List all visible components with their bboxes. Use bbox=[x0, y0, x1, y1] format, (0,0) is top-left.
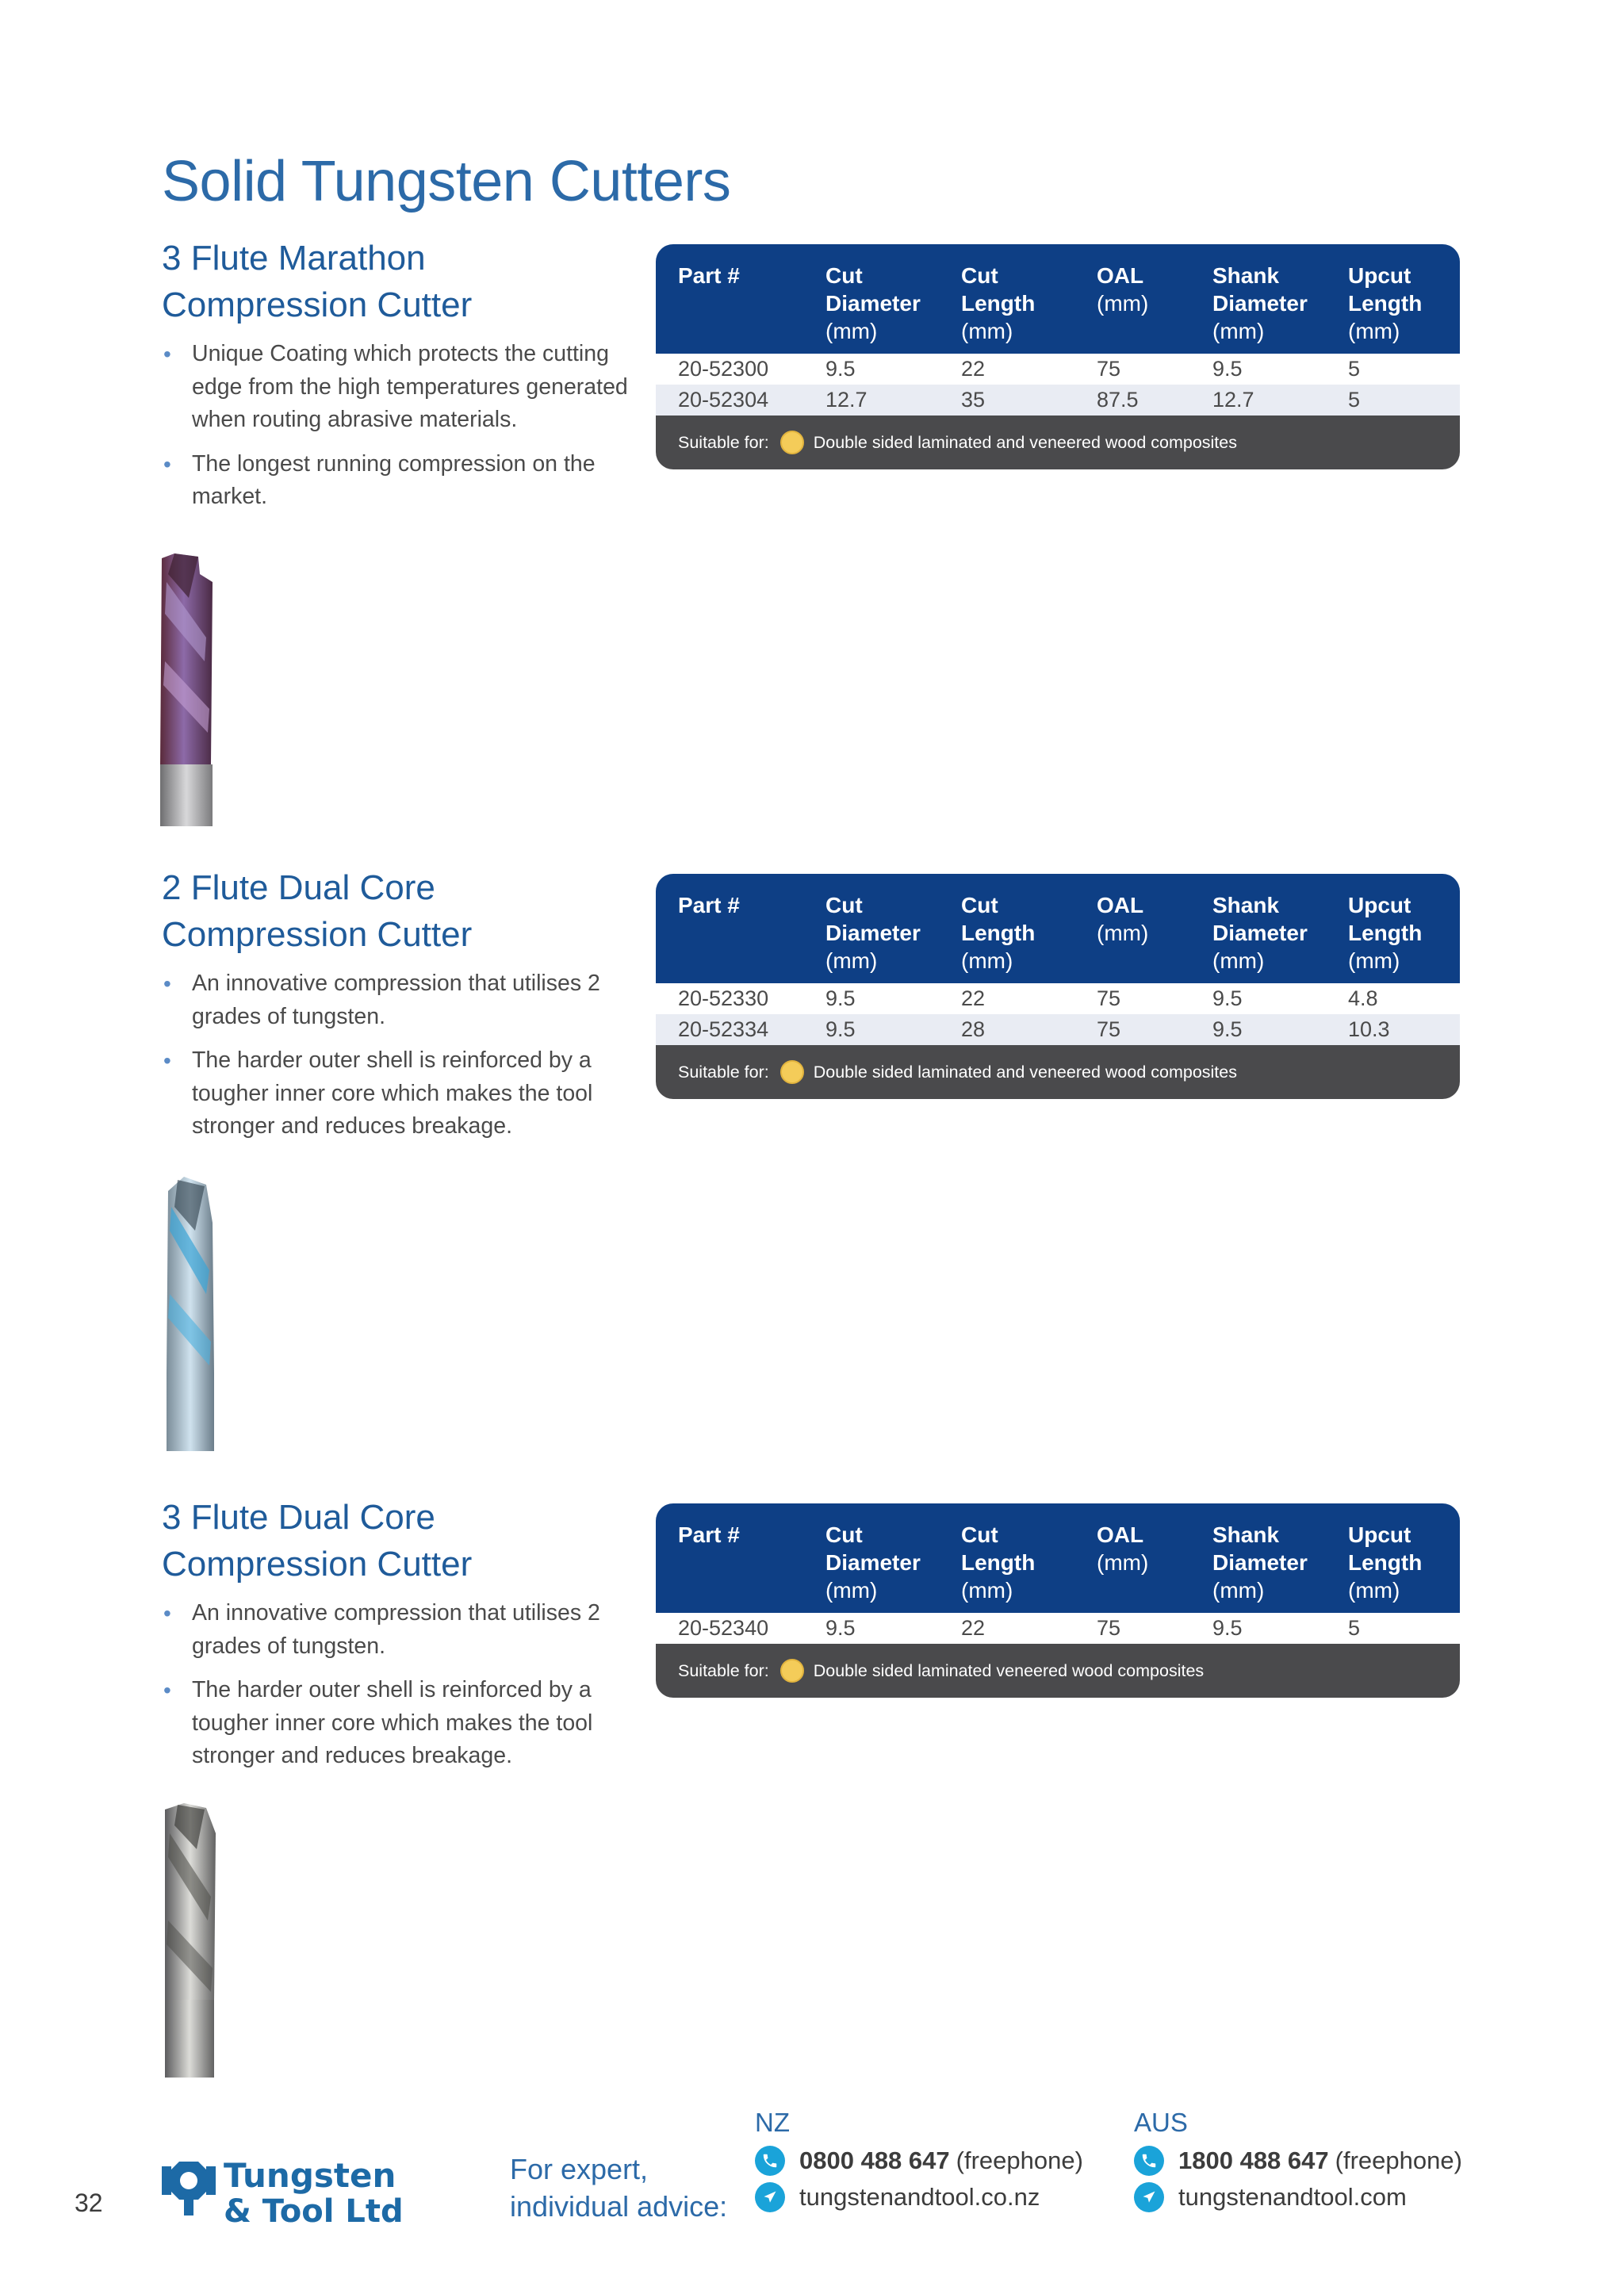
bullet-icon: • bbox=[163, 1601, 171, 1626]
table-row: 20-52300 9.5 22 75 9.5 5 bbox=[678, 357, 1361, 381]
region-label-nz: NZ bbox=[755, 2108, 790, 2137]
header-upcut-length: Upcut Length (mm) bbox=[1348, 1522, 1423, 1603]
send-icon bbox=[1134, 2182, 1164, 2212]
header-part: Part # bbox=[678, 893, 740, 917]
table-row: 20-52330 9.5 22 75 9.5 4.8 bbox=[678, 986, 1378, 1010]
advice-tagline: For expert, individual advice: bbox=[510, 2153, 728, 2223]
bullet-icon: • bbox=[163, 342, 171, 366]
aus-website-link[interactable]: tungstenandtool.com bbox=[1134, 2182, 1407, 2212]
spec-table bbox=[656, 1503, 1460, 1698]
suitable-for-bar bbox=[656, 416, 1460, 469]
header-cut-diameter: Cut Diameter (mm) bbox=[825, 1522, 921, 1603]
feature-item: • An innovative compression that utilises 2 grades of tungsten. bbox=[162, 967, 645, 1033]
suitable-text: Double sided laminated and veneered wood composites bbox=[813, 432, 1237, 452]
region-label-aus: AUS bbox=[1134, 2108, 1188, 2137]
table-row: 20-52334 9.5 28 75 9.5 10.3 bbox=[656, 1014, 1460, 1045]
cutter-photo-blue bbox=[143, 1175, 262, 1453]
suitable-text: Double sided laminated and veneered wood composites bbox=[813, 1062, 1237, 1082]
header-part: Part # bbox=[678, 1522, 740, 1547]
suitable-label: Suitable for: bbox=[678, 1660, 769, 1680]
feature-item: • The harder outer shell is reinforced by a tougher inner core which makes the tool stronger and reduces breakage. bbox=[162, 1674, 645, 1773]
header-upcut-length: Upcut Length (mm) bbox=[1348, 263, 1423, 343]
page-title: Solid Tungsten Cutters bbox=[162, 150, 731, 213]
phone-icon bbox=[755, 2146, 785, 2176]
feature-item: • Unique Coating which protects the cutting edge from the high temperatures generated when routing abrasive materials. bbox=[162, 338, 645, 437]
feature-list bbox=[162, 338, 645, 525]
svg-text:& Tool Ltd: & Tool Ltd bbox=[224, 2193, 404, 2227]
header-cut-length: Cut Length (mm) bbox=[961, 263, 1036, 343]
material-dot-icon bbox=[780, 1060, 804, 1084]
header-shank-diameter: Shank Diameter (mm) bbox=[1212, 263, 1308, 343]
bullet-icon: • bbox=[163, 971, 171, 996]
product-title: 3 Flute Dual Core Compression Cutter bbox=[162, 1498, 473, 1584]
spec-table-header bbox=[656, 1503, 1460, 1613]
header-oal: OAL (mm) bbox=[1097, 893, 1149, 945]
page-number: 32 bbox=[75, 2189, 103, 2217]
feature-item: • The longest running compression on the market. bbox=[162, 448, 645, 514]
header-shank-diameter: Shank Diameter (mm) bbox=[1212, 1522, 1308, 1603]
header-cut-length: Cut Length (mm) bbox=[961, 893, 1036, 973]
tungsten-tool-logo bbox=[162, 2155, 423, 2227]
product-title: 3 Flute Marathon Compression Cutter bbox=[162, 239, 473, 324]
suitable-label: Suitable for: bbox=[678, 432, 769, 452]
table-row: 20-52340 9.5 22 75 9.5 5 bbox=[678, 1616, 1361, 1640]
product-title: 2 Flute Dual Core Compression Cutter bbox=[162, 868, 473, 954]
feature-list bbox=[162, 967, 645, 1155]
spec-table-header bbox=[656, 244, 1460, 354]
spec-table-header bbox=[656, 874, 1460, 983]
cutter-photo-silver bbox=[143, 1802, 262, 2079]
header-part: Part # bbox=[678, 263, 740, 288]
phone-icon bbox=[1134, 2146, 1164, 2176]
bullet-icon: • bbox=[163, 451, 171, 477]
header-cut-diameter: Cut Diameter (mm) bbox=[825, 263, 921, 343]
svg-text:Tungsten: Tungsten bbox=[224, 2156, 396, 2195]
nz-phone[interactable]: 0800 488 647 (freephone) bbox=[755, 2146, 1083, 2176]
send-icon bbox=[755, 2182, 785, 2212]
bullet-icon: • bbox=[163, 1048, 171, 1073]
header-oal: OAL (mm) bbox=[1097, 1522, 1149, 1575]
suitable-for-bar bbox=[656, 1045, 1460, 1099]
suitable-for-bar bbox=[656, 1644, 1460, 1698]
material-dot-icon bbox=[780, 1659, 804, 1683]
nz-website-link[interactable]: tungstenandtool.co.nz bbox=[755, 2182, 1040, 2212]
material-dot-icon bbox=[780, 431, 804, 454]
feature-item: • An innovative compression that utilises 2 grades of tungsten. bbox=[162, 1597, 645, 1663]
feature-list bbox=[162, 1597, 645, 1784]
suitable-label: Suitable for: bbox=[678, 1062, 769, 1082]
feature-item: • The harder outer shell is reinforced by a tougher inner core which makes the tool stronger and reduces breakage. bbox=[162, 1044, 645, 1143]
table-row: 20-52304 12.7 35 87.5 12.7 5 bbox=[656, 385, 1460, 416]
header-shank-diameter: Shank Diameter (mm) bbox=[1212, 893, 1308, 973]
aus-phone[interactable]: 1800 488 647 (freephone) bbox=[1134, 2146, 1462, 2176]
spec-table bbox=[656, 244, 1460, 469]
page-footer bbox=[0, 2101, 1624, 2294]
header-cut-diameter: Cut Diameter (mm) bbox=[825, 893, 921, 973]
spec-table bbox=[656, 874, 1460, 1099]
cutter-photo-purple bbox=[143, 550, 262, 828]
header-upcut-length: Upcut Length (mm) bbox=[1348, 893, 1423, 973]
suitable-text: Double sided laminated veneered wood composites bbox=[813, 1660, 1205, 1680]
header-oal: OAL (mm) bbox=[1097, 263, 1149, 316]
header-cut-length: Cut Length (mm) bbox=[961, 1522, 1036, 1603]
bullet-icon: • bbox=[163, 1678, 171, 1702]
